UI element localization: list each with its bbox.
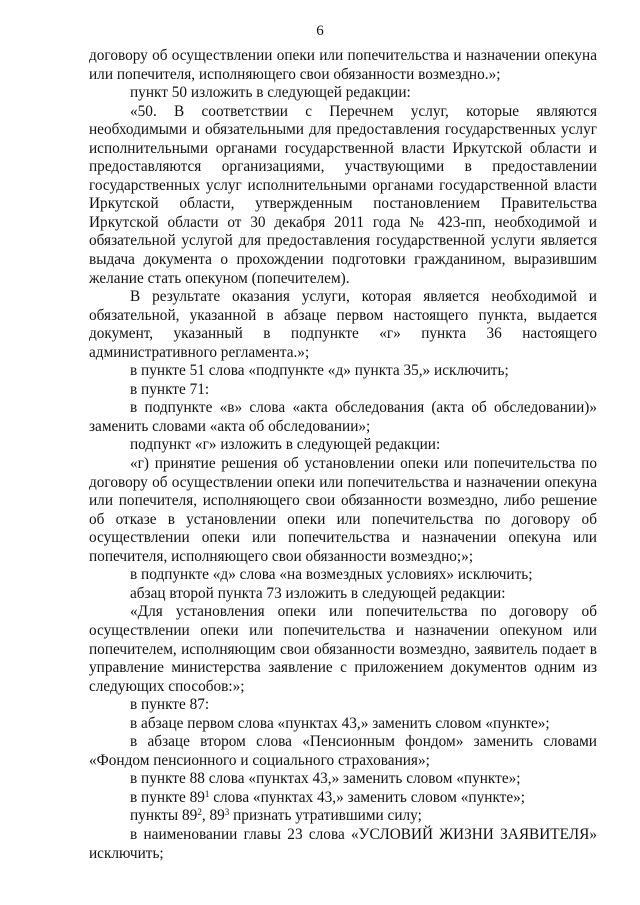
paragraph-chapter-23: в наименовании главы 23 слова «УСЛОВИЙ ЖИЗНИ ЗАЯВИТЕЛЯ» исключить; (89, 825, 597, 862)
paragraph-point-89-1 (89, 789, 597, 808)
paragraph-point-87: в пункте 87: (130, 696, 210, 714)
paragraph-point-73-instruction: абзац второй пункта 73 изложить в следующей редакции: (130, 584, 506, 602)
paragraph-subpoint-g-instruction: подпункт «г» изложить в следующей редакции: (130, 436, 441, 454)
text-segment: в пункте 89 (130, 788, 205, 806)
text-segment: пункты 89 (130, 807, 198, 825)
paragraph-point-87-first: в абзаце первом слова «пунктах 43,» заменить словом «пункте»; (130, 714, 550, 732)
text-segment: , 89 (201, 807, 225, 825)
document-body (89, 47, 597, 863)
paragraph-point-73-text: «Для установления опеки или попечительства по договору об осуществлении опеки или попечительства и назначении опекуном или попечителем, исполняющим свои обязанности возмездно, заявитель подает в управление министерства заявление с приложением документов одним из следующих способов:»; (89, 603, 597, 695)
paragraph-points-89-2-89-3 (89, 807, 597, 826)
paragraph-point-50-instruction: пункт 50 изложить в следующей редакции: (130, 84, 411, 102)
paragraph-point-51: в пункте 51 слова «подпункте «д» пункта 35,» исключить; (130, 362, 509, 380)
superscript: 1 (204, 788, 210, 799)
paragraph-point-87-second: в абзаце втором слова «Пенсионным фондом» заменить словами «Фондом пенсионного и социального страхования»; (89, 733, 597, 769)
paragraph-subpoint-v: в подпункте «в» слова «акта обследования (акта об обследовании)» заменить словами «акта об обследовании»; (89, 399, 597, 435)
paragraph-subpoint-d: в подпункте «д» слова «на возмездных условиях» исключить; (130, 566, 533, 584)
text-segment: признать утратившими силу; (229, 807, 422, 825)
page-number: 6 (316, 23, 324, 39)
superscript: 3 (224, 807, 230, 818)
paragraph-subpoint-g-text: «г) принятие решения об установлении опеки или попечительства по договору об осуществлении опеки или попечительства и назначении опекуна или попечителя, исполняющего свои обязанности возмездно, либо решение об отказе в установлении опеки или попечительства по договору об осуществлении опеки или попечительства и назначении опекуна или попечителя, исполняющего свои обязанности возмездно;»; (89, 455, 597, 565)
paragraph-point-71: в пункте 71: (130, 380, 210, 398)
paragraph-service-result: В результате оказания услуги, которая является необходимой и обязательной, указанной в абзаце первом настоящего пункта, выдается документ, указанный в подпункте «г» пункта 36 настоящего административного регламента.»; (89, 288, 597, 361)
paragraph-point-88: в пункте 88 слова «пунктах 43,» заменить словом «пункте»; (130, 770, 521, 788)
paragraph-point-50-text: «50. В соответствии с Перечнем услуг, которые являются необходимыми и обязательными для предоставления государственных услуг исполнительными органами государственной власти Иркутской области и предоставляются организациями, участвующими в предоставлении государственных услуг исполнительными органами государственной власти Иркутской области, утвержденным постановлением Правительства Иркутской области от 30 декабря 2011 года № 423-пп, необходимой и обязательной услугой для предоставления государственной услуги является выдача документа о прохождении подготовки гражданином, выразившим желание стать опекуном (попечителем). (89, 102, 597, 287)
paragraph-continuation: договору об осуществлении опеки или попечительства и назначении опекуна или попечителя, исполняющего свои обязанности возмездно.»; (89, 47, 597, 83)
text-segment: слова «пунктах 43,» заменить словом «пункте»; (209, 788, 526, 806)
superscript: 2 (197, 807, 202, 818)
